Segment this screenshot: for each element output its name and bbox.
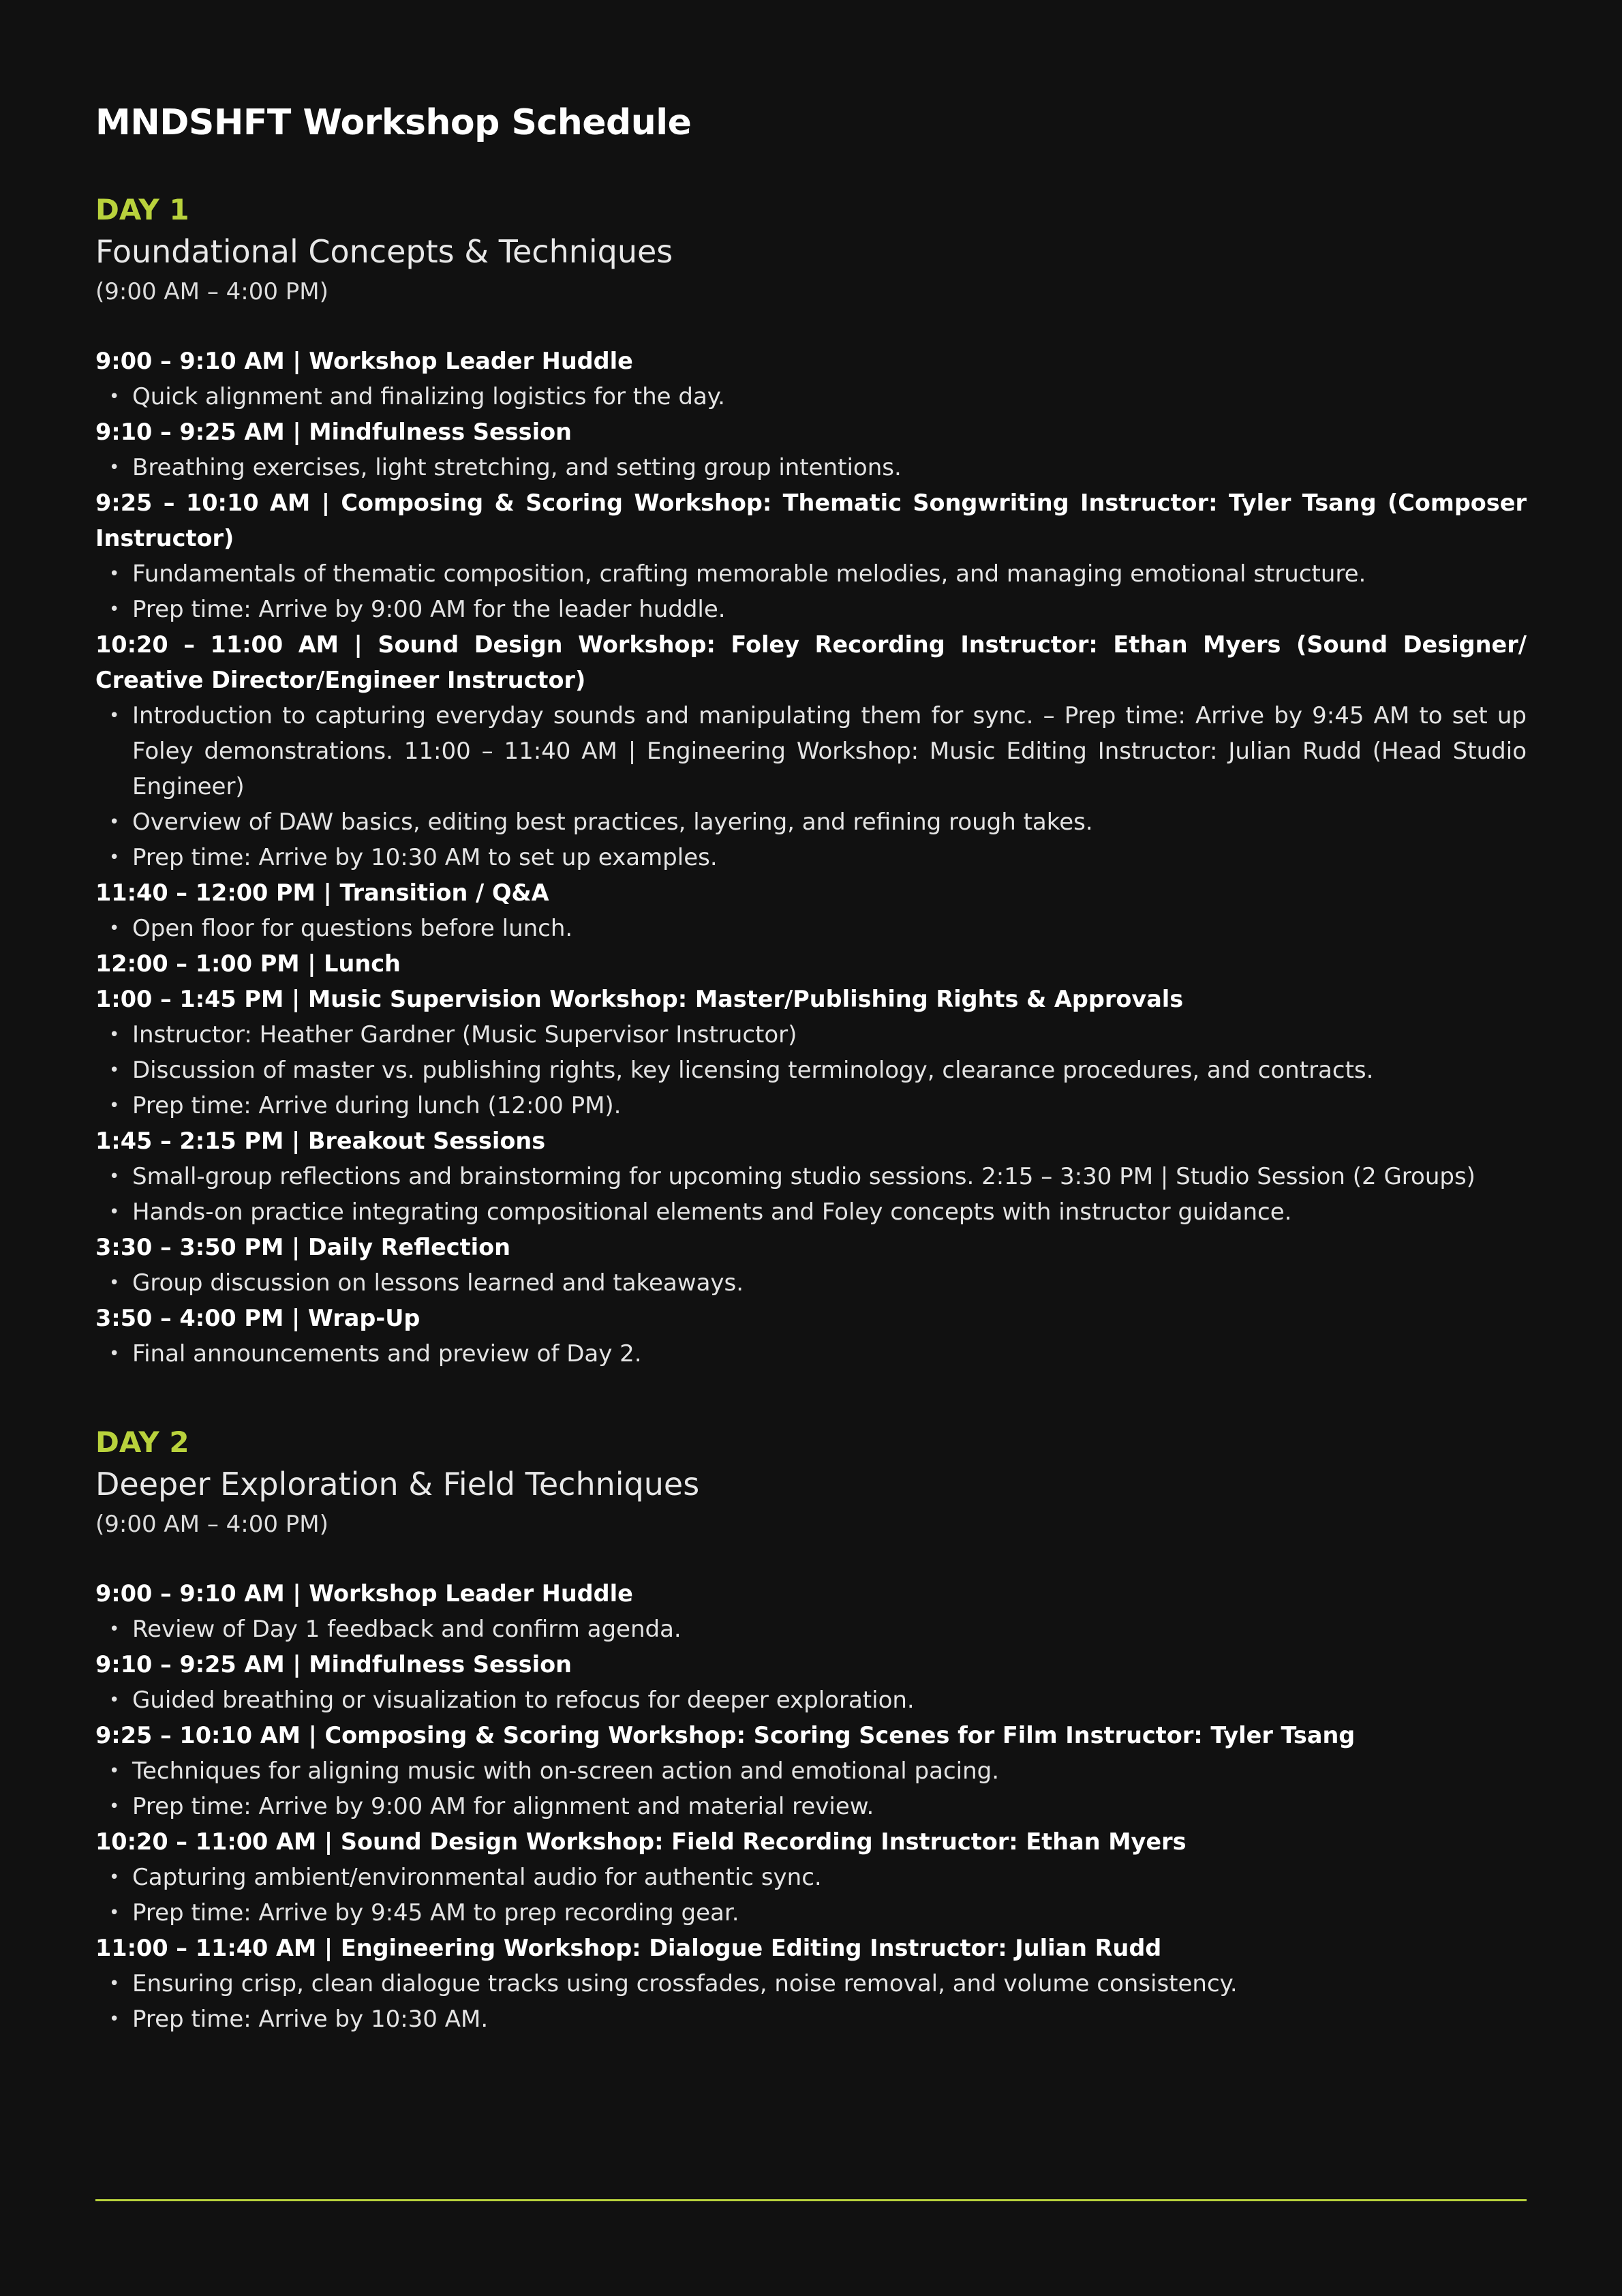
- session-points-list: [95, 1336, 1527, 1372]
- bullet-icon: •: [109, 706, 120, 726]
- session-points-list: [95, 1753, 1527, 1824]
- session-heading: 3:50 – 4:00 PM | Wrap-Up: [95, 1305, 420, 1331]
- session-point-text: Ensuring crisp, clean dialogue tracks using crossfades, noise removal, and volume consistency.: [132, 1970, 1238, 1997]
- session-point-text: Techniques for aligning music with on-screen action and emotional pacing.: [132, 1757, 1000, 1785]
- bullet-icon: •: [109, 812, 120, 832]
- session-block: [95, 1123, 1527, 1230]
- session-point: [95, 1017, 1527, 1053]
- session-point-text: Introduction to capturing everyday sounds and manipulating them for sync. – Prep time: Arrive by 9:45 AM to set up Foley demonstrations. 11:00 – 11:40 AM | Engineering Workshop: Music Editing Instructor: Julian Rudd (Head Studio Engineer): [132, 702, 1527, 800]
- session-heading: 3:30 – 3:50 PM | Daily Reflection: [95, 1234, 511, 1260]
- session-point: [95, 450, 1527, 485]
- session-point-text: Small-group reflections and brainstorming for upcoming studio sessions. 2:15 – 3:30 PM | Studio Session (2 Groups): [132, 1163, 1475, 1190]
- session-point: [95, 2002, 1527, 2037]
- session-points-list: [95, 911, 1527, 946]
- session-point: [95, 698, 1527, 804]
- session-point: [95, 911, 1527, 946]
- session-points-list: [95, 698, 1527, 875]
- session-point-text: Open floor for questions before lunch.: [132, 915, 573, 942]
- session-block: [95, 1931, 1527, 2037]
- schedule-page: [95, 95, 1527, 2037]
- day-section-2: [95, 1423, 1527, 2037]
- session-point: [95, 1966, 1527, 2002]
- session-point-text: Fundamentals of thematic composition, crafting memorable melodies, and managing emotional structure.: [132, 560, 1366, 588]
- session-heading: 12:00 – 1:00 PM | Lunch: [95, 950, 401, 977]
- session-block: [95, 1718, 1527, 1824]
- session-point: [95, 1753, 1527, 1789]
- session-point-text: Prep time: Arrive by 10:30 AM.: [132, 2006, 489, 2033]
- day-hours: (9:00 AM – 4:00 PM): [95, 278, 328, 305]
- session-points-list: [95, 379, 1527, 414]
- session-point-text: Prep time: Arrive during lunch (12:00 PM).: [132, 1092, 622, 1119]
- session-heading: 11:40 – 12:00 PM | Transition / Q&A: [95, 879, 549, 906]
- session-points-list: [95, 450, 1527, 485]
- day-label: DAY 2: [95, 1425, 189, 1459]
- session-block: [95, 1647, 1527, 1718]
- session-point-text: Discussion of master vs. publishing rights, key licensing terminology, clearance procedures, and contracts.: [132, 1057, 1374, 1084]
- session-point: [95, 556, 1527, 592]
- session-point-text: Prep time: Arrive by 9:00 AM for the leader huddle.: [132, 596, 726, 623]
- day-hours: (9:00 AM – 4:00 PM): [95, 1511, 328, 1538]
- session-block: [95, 627, 1527, 875]
- session-point: [95, 840, 1527, 875]
- footer-divider: [95, 2199, 1527, 2201]
- session-block: [95, 1824, 1527, 1931]
- session-block: [95, 946, 1527, 982]
- session-point-text: Group discussion on lessons learned and takeaways.: [132, 1269, 744, 1297]
- bullet-icon: •: [109, 1761, 120, 1781]
- bullet-icon: •: [109, 1974, 120, 1994]
- session-points-list: [95, 1860, 1527, 1931]
- session-heading: 9:25 – 10:10 AM | Composing & Scoring Workshop: Scoring Scenes for Film Instructor: Tyler Tsang: [95, 1722, 1356, 1749]
- session-point-text: Prep time: Arrive by 9:45 AM to prep recording gear.: [132, 1899, 739, 1927]
- session-points-list: [95, 1265, 1527, 1301]
- session-heading: 9:25 – 10:10 AM | Composing & Scoring Workshop: Thematic Songwriting Instructor: Tyler Tsang (Composer Instructor): [95, 489, 1527, 552]
- session-point: [95, 1612, 1527, 1647]
- session-point: [95, 1053, 1527, 1088]
- session-point-text: Hands-on practice integrating compositional elements and Foley concepts with instructor guidance.: [132, 1198, 1292, 1226]
- bullet-icon: •: [109, 564, 120, 584]
- session-point-text: Prep time: Arrive by 10:30 AM to set up examples.: [132, 844, 718, 871]
- session-block: [95, 1230, 1527, 1301]
- session-heading: 10:20 – 11:00 AM | Sound Design Workshop: Foley Recording Instructor: Ethan Myers (Sound Designer/ Creative Director/Engineer Instructor): [95, 631, 1527, 693]
- session-point-text: Review of Day 1 feedback and confirm agenda.: [132, 1616, 682, 1643]
- session-point-text: Instructor: Heather Gardner (Music Supervisor Instructor): [132, 1021, 797, 1048]
- bullet-icon: •: [109, 599, 120, 620]
- day-section-1: [95, 191, 1527, 1372]
- session-heading: 9:00 – 9:10 AM | Workshop Leader Huddle: [95, 348, 633, 374]
- day-subtitle: Deeper Exploration & Field Techniques: [95, 1466, 700, 1502]
- session-block: [95, 485, 1527, 627]
- bullet-icon: •: [109, 1166, 120, 1187]
- session-points-list: [95, 1966, 1527, 2037]
- bullet-icon: •: [109, 1796, 120, 1817]
- session-block: [95, 875, 1527, 946]
- session-block: [95, 414, 1527, 485]
- session-point: [95, 1265, 1527, 1301]
- bullet-icon: •: [109, 1202, 120, 1222]
- session-heading: 1:45 – 2:15 PM | Breakout Sessions: [95, 1128, 546, 1154]
- bullet-icon: •: [109, 918, 120, 939]
- session-block: [95, 1301, 1527, 1372]
- bullet-icon: •: [109, 1903, 120, 1923]
- session-point-text: Quick alignment and finalizing logistics for the day.: [132, 383, 725, 410]
- session-points-list: [95, 1017, 1527, 1123]
- session-point: [95, 1895, 1527, 1931]
- session-point: [95, 1336, 1527, 1372]
- bullet-icon: •: [109, 2009, 120, 2029]
- session-point: [95, 379, 1527, 414]
- session-heading: 9:00 – 9:10 AM | Workshop Leader Huddle: [95, 1580, 633, 1607]
- bullet-icon: •: [109, 457, 120, 478]
- session-point: [95, 1789, 1527, 1824]
- bullet-icon: •: [109, 1867, 120, 1888]
- bullet-icon: •: [109, 1096, 120, 1116]
- session-point: [95, 1088, 1527, 1123]
- session-point: [95, 1860, 1527, 1895]
- session-points-list: [95, 1682, 1527, 1718]
- session-points-list: [95, 1612, 1527, 1647]
- session-point-text: Overview of DAW basics, editing best practices, layering, and refining rough takes.: [132, 809, 1093, 836]
- session-block: [95, 982, 1527, 1123]
- session-points-list: [95, 556, 1527, 627]
- session-point-text: Guided breathing or visualization to refocus for deeper exploration.: [132, 1687, 915, 1714]
- session-heading: 9:10 – 9:25 AM | Mindfulness Session: [95, 1651, 572, 1678]
- session-point-text: Capturing ambient/environmental audio for authentic sync.: [132, 1864, 822, 1891]
- session-heading: 1:00 – 1:45 PM | Music Supervision Workshop: Master/Publishing Rights & Approvals: [95, 986, 1184, 1012]
- bullet-icon: •: [109, 1619, 120, 1640]
- bullet-icon: •: [109, 387, 120, 407]
- bullet-icon: •: [109, 1344, 120, 1364]
- bullet-icon: •: [109, 1060, 120, 1081]
- session-points-list: [95, 1159, 1527, 1230]
- session-point: [95, 804, 1527, 840]
- day-label: DAY 1: [95, 193, 189, 226]
- session-block: [95, 344, 1527, 414]
- bullet-icon: •: [109, 1273, 120, 1293]
- bullet-icon: •: [109, 1690, 120, 1710]
- session-point: [95, 1682, 1527, 1718]
- session-point: [95, 1159, 1527, 1194]
- day-spacer: [95, 1372, 1527, 1423]
- session-point: [95, 1194, 1527, 1230]
- session-heading: 9:10 – 9:25 AM | Mindfulness Session: [95, 419, 572, 445]
- bullet-icon: •: [109, 847, 120, 868]
- days-container: [95, 191, 1527, 2037]
- session-block: [95, 1576, 1527, 1647]
- session-point-text: Breathing exercises, light stretching, and setting group intentions.: [132, 454, 902, 481]
- session-heading: 11:00 – 11:40 AM | Engineering Workshop: Dialogue Editing Instructor: Julian Rudd: [95, 1935, 1162, 1961]
- session-heading: 10:20 – 11:00 AM | Sound Design Workshop: Field Recording Instructor: Ethan Myers: [95, 1828, 1187, 1855]
- session-point: [95, 592, 1527, 627]
- document-title: MNDSHFT Workshop Schedule: [95, 102, 692, 143]
- day-subtitle: Foundational Concepts & Techniques: [95, 233, 673, 270]
- session-point-text: Final announcements and preview of Day 2.: [132, 1340, 642, 1368]
- bullet-icon: •: [109, 1025, 120, 1045]
- session-point-text: Prep time: Arrive by 9:00 AM for alignment and material review.: [132, 1793, 874, 1820]
